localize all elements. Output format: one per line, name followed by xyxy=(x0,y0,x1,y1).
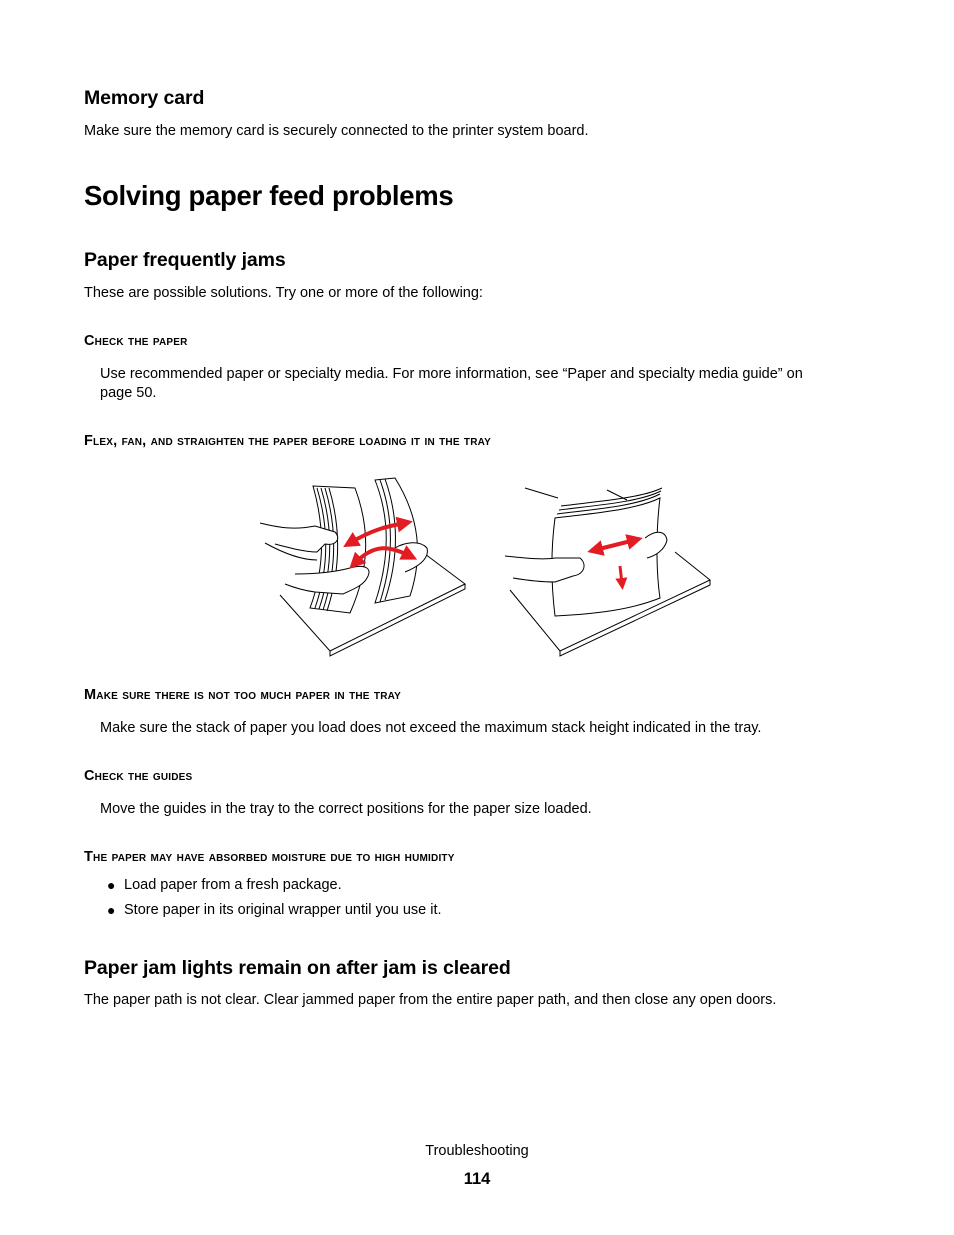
flex-stack-drawing xyxy=(260,478,465,656)
fan-arrow-down xyxy=(620,566,622,584)
footer-section-label: Troubleshooting xyxy=(425,1143,529,1159)
list-item xyxy=(107,876,342,895)
paper-jams-intro: These are possible solutions. Try one or more of the following: xyxy=(84,285,483,301)
moisture-heading: The paper may have absorbed moisture due to high humidity xyxy=(84,849,455,865)
check-paper-heading: Check the paper xyxy=(84,333,188,349)
paper-jams-heading: Paper frequently jams xyxy=(84,249,286,271)
check-paper-text-line2: page 50. xyxy=(100,385,157,401)
section-title: Solving paper feed problems xyxy=(84,180,454,211)
memory-card-heading: Memory card xyxy=(84,87,205,109)
jam-lights-heading: Paper jam lights remain on after jam is cleared xyxy=(84,957,511,979)
list-item-text: Store paper in its original wrapper until you use it. xyxy=(124,902,442,918)
check-paper-text-line1: Use recommended paper or specialty media. For more information, see “Paper and specialty media guide” on xyxy=(100,366,803,382)
bullet-dot-icon: ● xyxy=(107,877,116,893)
too-much-paper-heading: Make sure there is not too much paper in the tray xyxy=(84,687,402,703)
fan-stack-drawing xyxy=(505,488,710,656)
bullet-dot-icon: ● xyxy=(107,902,116,918)
page-number: 114 xyxy=(463,1170,491,1188)
list-item xyxy=(107,901,442,920)
jam-lights-text: The paper path is not clear. Clear jammed paper from the entire paper path, and then close any open doors. xyxy=(84,992,777,1008)
flex-fan-illustration xyxy=(255,468,715,658)
check-guides-text: Move the guides in the tray to the correct positions for the paper size loaded. xyxy=(100,801,592,817)
flex-fan-heading: Flex, fan, and straighten the paper before loading it in the tray xyxy=(84,433,492,449)
too-much-paper-text: Make sure the stack of paper you load does not exceed the maximum stack height indicated in the tray. xyxy=(100,720,762,736)
list-item-text: Load paper from a fresh package. xyxy=(124,877,342,893)
memory-card-text: Make sure the memory card is securely connected to the printer system board. xyxy=(84,123,589,139)
check-guides-heading: Check the guides xyxy=(84,768,193,784)
